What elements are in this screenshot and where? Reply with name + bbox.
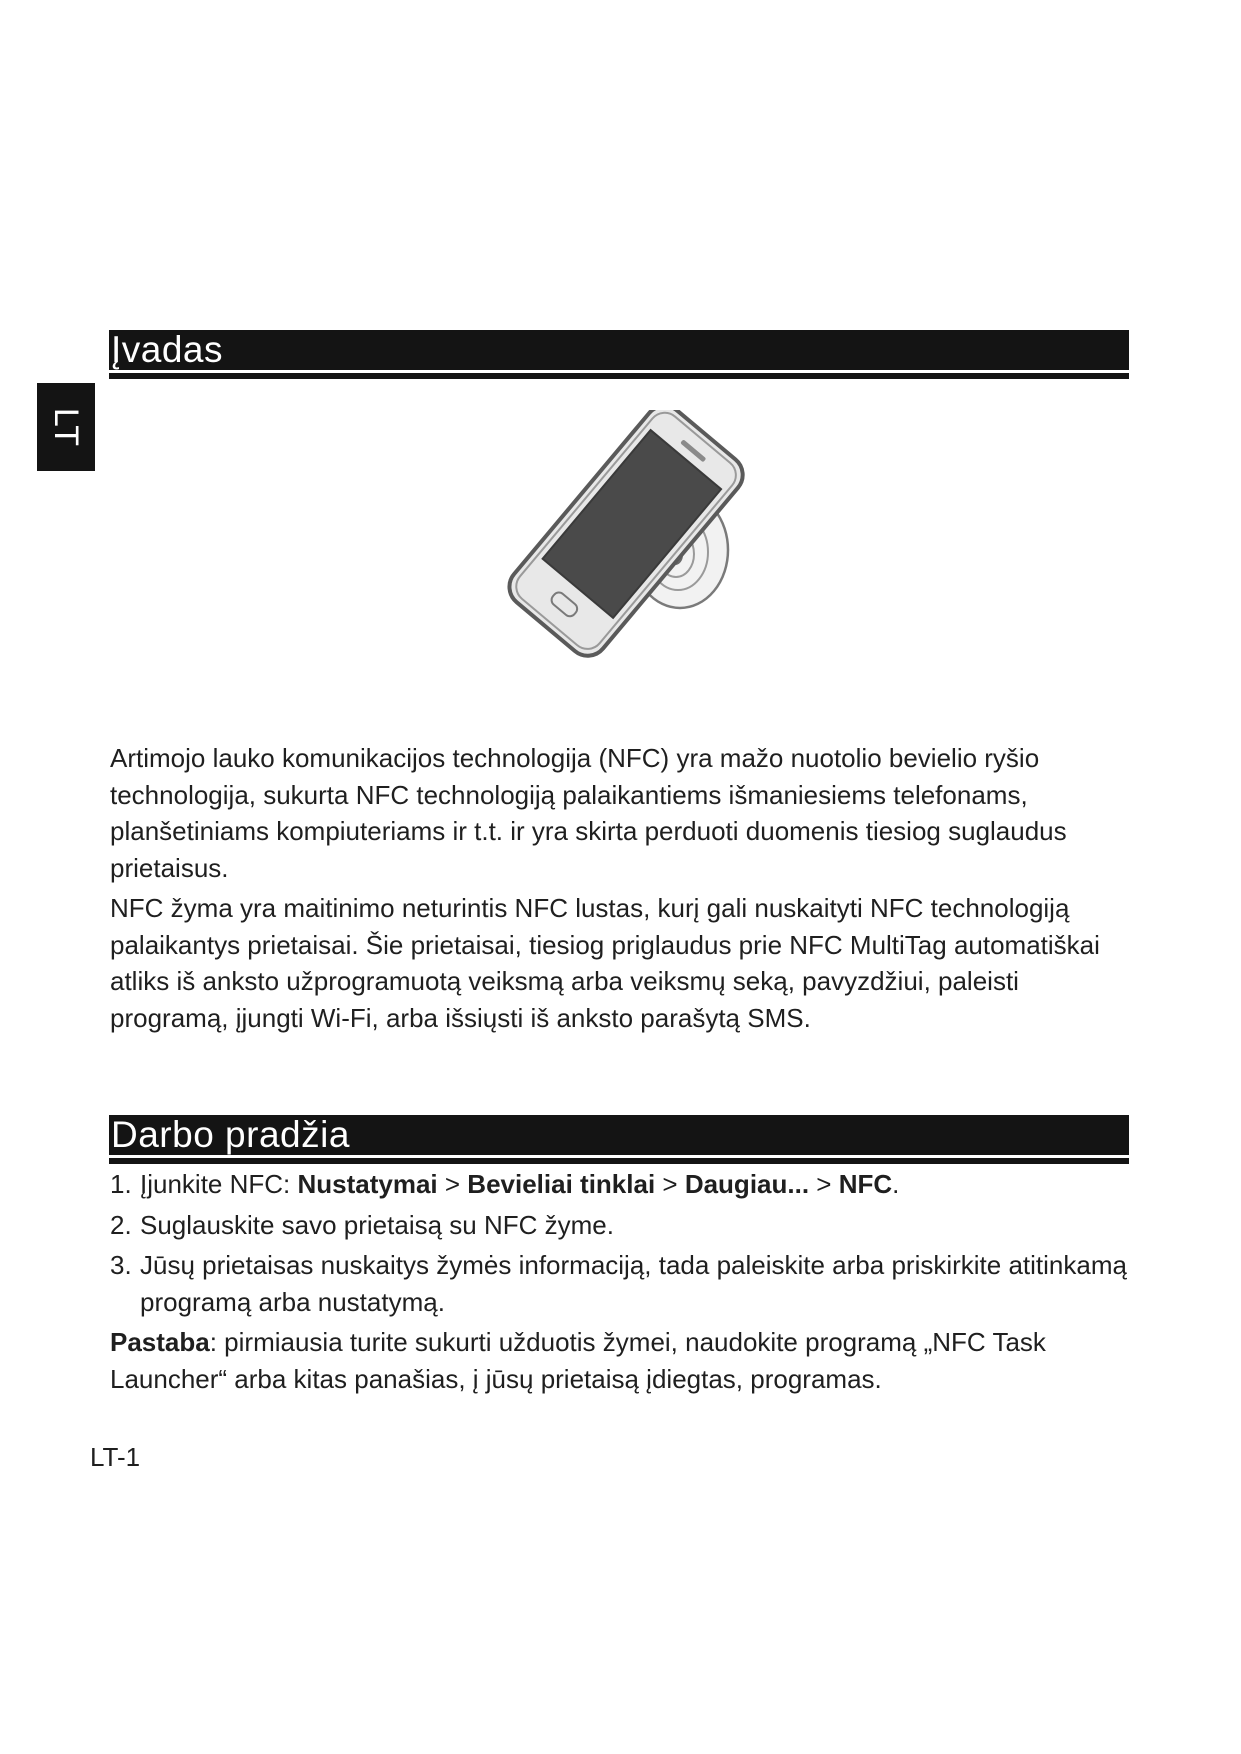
language-tab [37, 383, 95, 471]
path-settings: Nustatymai [297, 1169, 438, 1199]
intro-text [110, 740, 1130, 1040]
section-title-intro: Įvadas [111, 329, 224, 370]
phone-nfc-illustration [460, 410, 760, 690]
step-item-1 [110, 1166, 1130, 1203]
step1-prefix: Įjunkite NFC: [140, 1169, 298, 1199]
note-label: Pastaba [110, 1327, 210, 1357]
path-nfc: NFC [838, 1169, 893, 1199]
language-tab-label: LT [47, 407, 86, 447]
path-separator: > [655, 1169, 685, 1199]
step-text: Suglauskite savo prietaisą su NFC žyme. [140, 1209, 614, 1240]
intro-paragraph-2: NFC žyma yra maitinimo neturintis NFC lustas, kurį gali nuskaityti NFC technologiją palaikantys prietaisai. Šie prietaisai, tiesiog priglaudus prie NFC MultiTag automatiškai atliks iš anksto užprogramuotą veiksmą arba veiksmų seką, pavyzdžiui, paleisti programą, įjungti Wi-Fi, arba išsiųsti iš anksto parašytą SMS. [110, 893, 1100, 1033]
section-heading-start [109, 1115, 1129, 1158]
note-text: : pirmiausia turite sukurti užduotis žymei, naudokite programą „NFC Task Launcher“ arba kitas panašias, į jūsų prietaisą įdiegtas, programas. [110, 1327, 1046, 1394]
path-separator: > [437, 1169, 468, 1199]
step-item-2 [110, 1207, 1130, 1244]
note [110, 1324, 1130, 1397]
step1-suffix: . [892, 1169, 900, 1199]
steps-list [110, 1166, 1130, 1320]
step-text: Jūsų prietaisas nuskaitys žymės informaciją, tada paleiskite arba priskirkite atitinkamą programą arba nustatymą. [140, 1250, 1127, 1317]
path-more: Daugiau... [684, 1169, 810, 1199]
step-number: 2. [110, 1209, 132, 1240]
path-wireless-networks: Bevieliai tinklai [467, 1169, 656, 1199]
step-number: 3. [110, 1250, 132, 1280]
section-title-start: Darbo pradžia [111, 1114, 350, 1155]
step-number: 1. [110, 1169, 132, 1199]
intro-paragraph-1: Artimojo lauko komunikacijos technologija (NFC) yra mažo nuotolio bevielio ryšio technologija, sukurta NFC technologiją palaikantiems išmaniesiems telefonams, planšetiniams kompiuteriams ir t.t. ir yra skirta perduoti duomenis tiesiog suglaudus prietaisus. [110, 743, 1067, 883]
path-separator: > [809, 1169, 839, 1199]
page-number: LT-1 [90, 1442, 141, 1472]
start-steps [110, 1166, 1130, 1401]
step-item-3 [110, 1247, 1130, 1320]
section-heading-intro [109, 330, 1129, 373]
